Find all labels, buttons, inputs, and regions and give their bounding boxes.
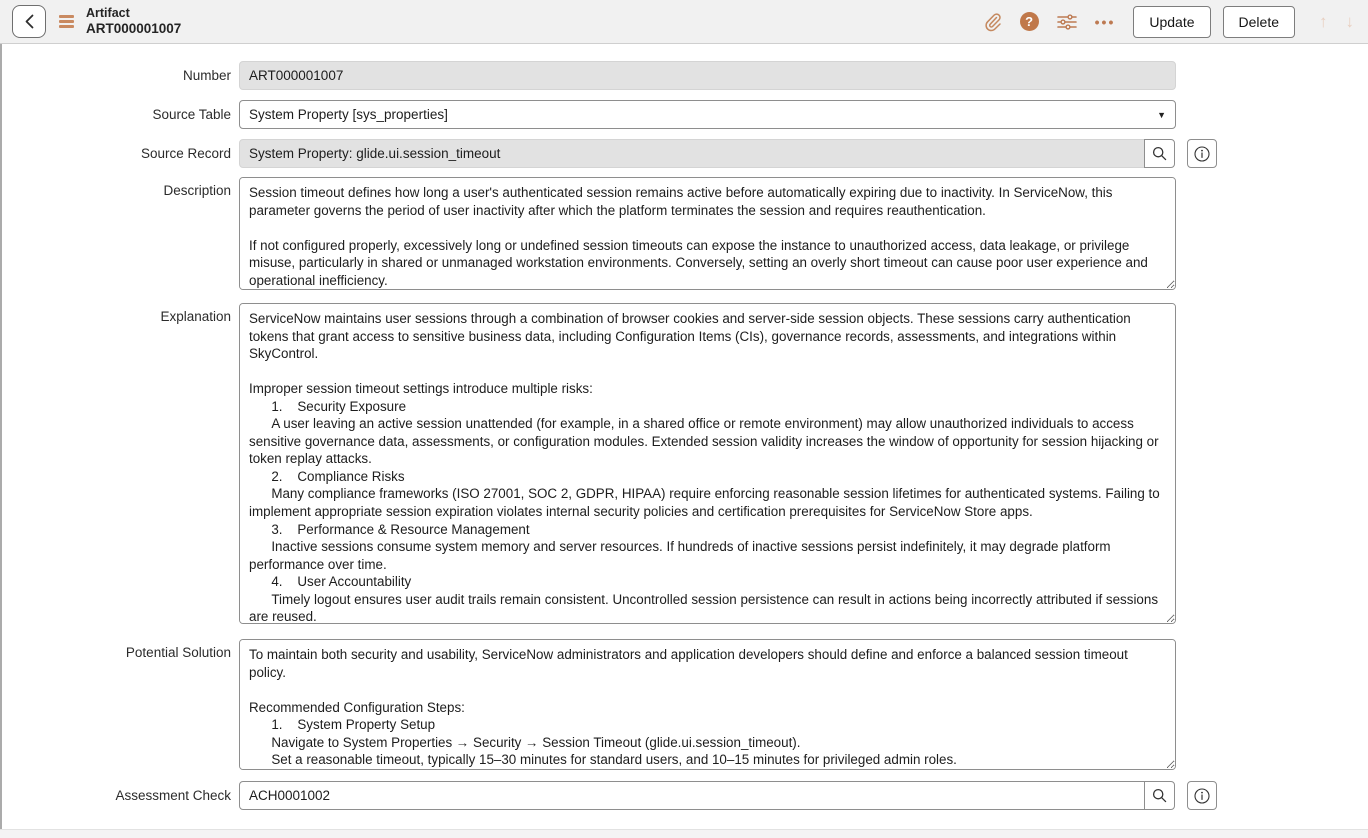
source-table-select[interactable] <box>239 100 1176 129</box>
potential-solution-textarea[interactable] <box>239 639 1176 770</box>
number-label: Number <box>182 68 231 83</box>
source-record-label: Source Record <box>140 146 231 161</box>
record-type-label: Artifact <box>86 6 130 21</box>
info-icon <box>1194 788 1210 804</box>
chevron-down-icon: ▼ <box>1157 109 1166 120</box>
source-table-label: Source Table <box>152 107 231 122</box>
update-button[interactable]: Update <box>1133 6 1210 38</box>
form-header <box>0 0 1368 44</box>
previous-record-icon[interactable]: ↑ <box>1319 11 1328 31</box>
number-field <box>239 61 1176 90</box>
description-label: Description <box>163 183 231 198</box>
assessment-check-lookup-button[interactable] <box>1144 781 1175 810</box>
next-section-divider <box>0 829 1368 838</box>
source-record-value: System Property: glide.ui.session_timeout <box>249 146 501 161</box>
potential-solution-field-row <box>2 639 1368 770</box>
chevron-left-icon <box>24 14 35 29</box>
explanation-textarea[interactable] <box>239 303 1176 624</box>
description-textarea[interactable] <box>239 177 1176 290</box>
record-number-label: ART000001007 <box>86 20 182 36</box>
source-record-lookup-button[interactable] <box>1144 139 1175 168</box>
explanation-label: Explanation <box>160 309 231 324</box>
description-field-row <box>2 177 1368 290</box>
assessment-check-field-row <box>2 781 1368 810</box>
number-value: ART000001007 <box>249 68 344 83</box>
back-button[interactable] <box>12 5 46 38</box>
next-record-icon[interactable]: ↓ <box>1345 11 1354 31</box>
context-menu-icon[interactable] <box>59 15 74 28</box>
assessment-check-input[interactable] <box>239 781 1145 810</box>
help-icon[interactable]: ? <box>1020 12 1039 31</box>
source-table-field-row <box>2 100 1368 129</box>
search-icon <box>1152 146 1167 161</box>
number-field-row <box>2 61 1368 90</box>
delete-button[interactable]: Delete <box>1223 6 1295 38</box>
assessment-check-label: Assessment Check <box>115 788 231 803</box>
attachment-paperclip-icon[interactable] <box>983 12 1002 32</box>
explanation-field-row <box>2 303 1368 624</box>
source-table-value: System Property [sys_properties] <box>249 107 448 122</box>
info-icon <box>1194 146 1210 162</box>
assessment-check-preview-button[interactable] <box>1187 781 1217 810</box>
source-record-field-row <box>2 139 1368 168</box>
search-icon <box>1152 788 1167 803</box>
record-title <box>86 6 181 37</box>
artifact-form <box>0 44 1368 830</box>
source-record-field <box>239 139 1145 168</box>
more-options-icon[interactable]: ••• <box>1094 13 1116 30</box>
potential-solution-label: Potential Solution <box>125 645 231 660</box>
source-record-preview-button[interactable] <box>1187 139 1217 168</box>
form-settings-icon[interactable] <box>1057 14 1077 30</box>
